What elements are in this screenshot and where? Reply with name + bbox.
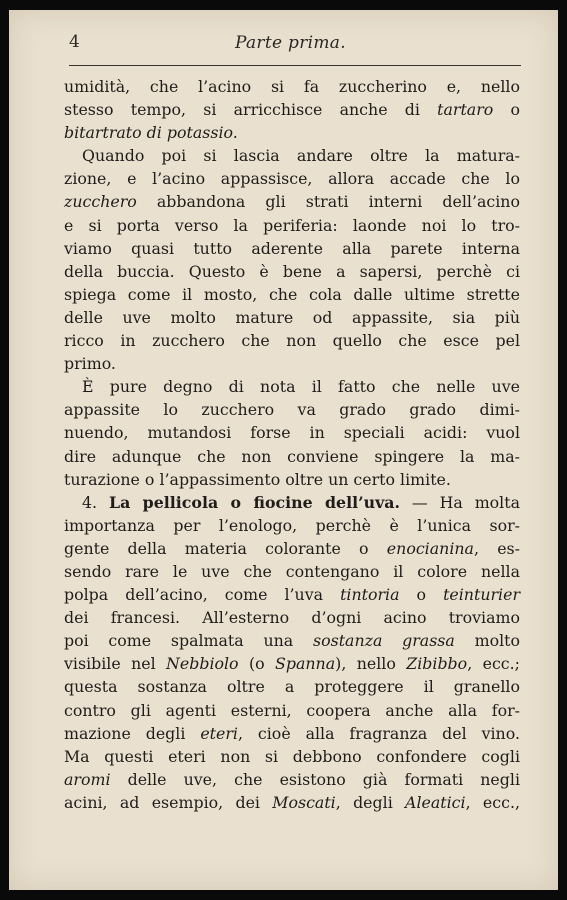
text-run: ), nello	[335, 654, 407, 674]
text-run: , cioè alla fragranza del vino.	[237, 723, 520, 743]
text-run: visibile nel	[64, 654, 167, 674]
text-run: acini, ad esempio, dei	[64, 792, 273, 812]
text-run: (o	[238, 654, 276, 674]
text-run: Ma questi eteri non si debbono confondere cogli	[64, 746, 520, 766]
text-run: della buccia. Questo è bene a sapersi, perchè ci	[64, 261, 520, 281]
body-text	[64, 75, 520, 814]
text-run: ricco in zucchero che non quello che esce pel	[64, 331, 520, 351]
text-line	[64, 306, 520, 329]
text-line	[64, 190, 520, 213]
text-line	[64, 583, 520, 606]
bold-heading-text: La pellicola o fiocine dell’uva.	[108, 492, 401, 512]
text-line	[64, 491, 520, 514]
text-run: importanza per l’enologo, perchè è l’unica sor-	[64, 515, 520, 535]
italic-text: tintoria	[340, 585, 400, 605]
italic-text: Zibibbo	[406, 654, 468, 674]
text-run: o	[493, 100, 520, 120]
text-run: e si porta verso la periferia: laonde noi lo tro-	[64, 215, 520, 235]
text-line	[64, 722, 520, 745]
text-run: sendo rare le uve che contengano il colore nella	[64, 561, 520, 581]
text-line	[64, 352, 520, 375]
text-run: , ecc.;	[467, 654, 520, 674]
text-line	[64, 283, 520, 306]
text-run: , ecc.,	[465, 792, 520, 812]
text-run: o	[399, 585, 444, 605]
text-line	[64, 98, 520, 121]
italic-text: bitartrato di potassio.	[64, 123, 238, 143]
text-run: dei francesi. All’esterno d’ogni acino troviamo	[64, 608, 520, 628]
text-run: molto	[454, 631, 520, 651]
text-run: appassite lo zucchero va grado grado dimi-	[64, 400, 520, 420]
text-line	[64, 768, 520, 791]
italic-text: enocianina	[386, 538, 474, 558]
text-line	[64, 214, 520, 237]
text-run: delle uve molto mature od appassite, sia più	[64, 307, 520, 327]
text-run: gente della materia colorante o	[64, 538, 387, 558]
text-run: delle uve, che esistono già formati negli	[110, 769, 520, 789]
page-header	[69, 32, 519, 62]
italic-text: tartaro	[437, 100, 494, 120]
text-run: stesso tempo, si arricchisce anche di	[64, 100, 438, 120]
text-run: viamo quasi tutto aderente alla parete interna	[64, 238, 520, 258]
text-line	[64, 699, 520, 722]
text-run: zione, e l’acino appassisce, allora accade che lo	[64, 169, 520, 189]
text-line	[64, 445, 520, 468]
text-line	[64, 791, 520, 814]
text-run: dire adunque che non conviene spingere la ma-	[64, 446, 520, 466]
text-line	[64, 652, 520, 675]
text-line	[64, 167, 520, 190]
text-line	[64, 375, 520, 398]
text-line	[64, 121, 520, 144]
text-line	[64, 144, 520, 167]
text-line	[64, 260, 520, 283]
page-number: 4	[69, 32, 80, 52]
text-line	[64, 675, 520, 698]
italic-text: aromi	[64, 769, 111, 789]
text-run: — Ha molta	[400, 492, 520, 512]
text-run: 4.	[82, 492, 109, 512]
text-line	[64, 629, 520, 652]
italic-text: Aleatici	[405, 792, 466, 812]
text-line	[64, 75, 520, 98]
text-line	[64, 468, 520, 491]
italic-text: zucchero	[64, 192, 137, 212]
text-run: questa sostanza oltre a proteggere il granello	[64, 677, 520, 697]
italic-text: Spanna	[275, 654, 336, 674]
text-line	[64, 421, 520, 444]
italic-text: Nebbiolo	[166, 654, 239, 674]
text-line	[64, 514, 520, 537]
text-run: spiega come il mosto, che cola dalle ultime strette	[64, 284, 520, 304]
text-run: umidità, che l’acino si fa zuccherino e, nello	[64, 77, 520, 96]
text-run: mazione degli	[64, 723, 201, 743]
text-line	[64, 537, 520, 560]
text-line	[64, 560, 520, 583]
text-run: È pure degno di nota il fatto che nelle uve	[82, 377, 520, 397]
text-run: , degli	[335, 792, 406, 812]
running-head: Parte prima.	[235, 33, 346, 53]
text-line	[64, 237, 520, 260]
text-run: abbandona gli strati interni dell’acino	[136, 192, 520, 212]
text-run: poi come spalmata una	[64, 631, 313, 651]
text-run: turazione o l’appassimento oltre un certo limite.	[64, 469, 451, 489]
text-line	[64, 606, 520, 629]
text-run: polpa dell’acino, come l’uva	[64, 585, 341, 605]
text-run: contro gli agenti esterni, coopera anche alla for-	[64, 700, 520, 720]
italic-text: teinturier	[443, 585, 521, 605]
italic-text: sostanza grassa	[312, 631, 455, 651]
book-page	[9, 10, 558, 890]
italic-text: eteri	[200, 723, 238, 743]
text-run: Quando poi si lascia andare oltre la matura-	[82, 146, 520, 166]
text-run: primo.	[64, 354, 116, 374]
text-run: nuendo, mutandosi forse in speciali acidi: vuol	[64, 423, 520, 443]
text-line	[64, 398, 520, 421]
header-rule	[69, 65, 521, 66]
italic-text: Moscati	[272, 792, 336, 812]
text-line	[64, 329, 520, 352]
text-line	[64, 745, 520, 768]
text-run: , es-	[473, 538, 520, 558]
